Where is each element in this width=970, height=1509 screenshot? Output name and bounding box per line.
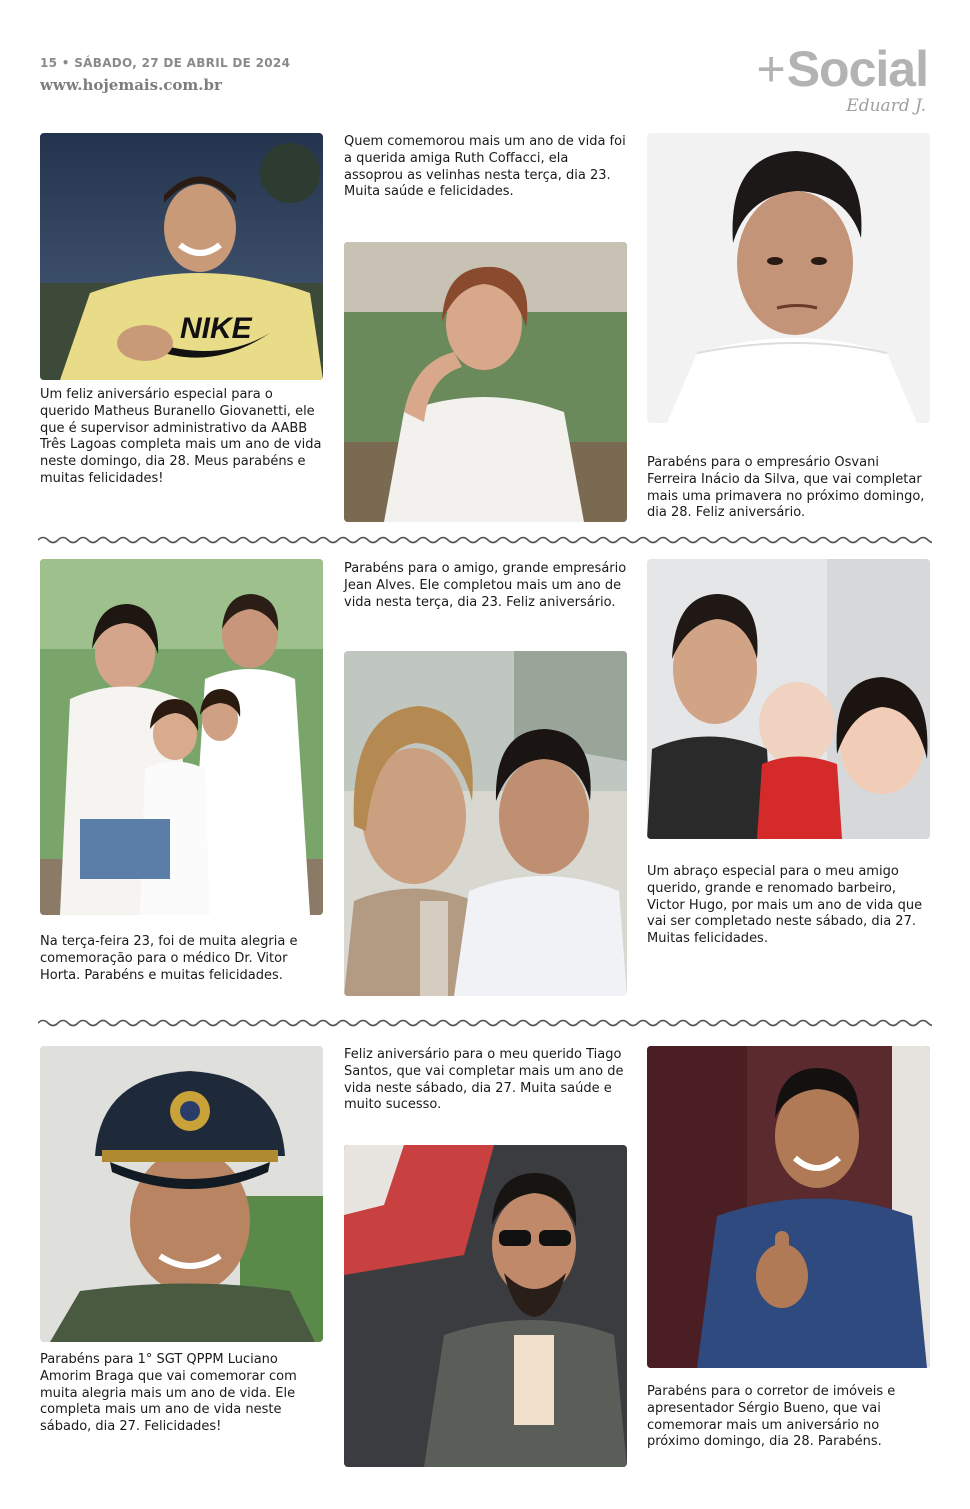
photo-matheus [40,133,323,380]
brand-plus: + [756,41,785,97]
wavy-divider [38,535,932,545]
photo-jean-alves [344,651,627,996]
photo-luciano [40,1046,323,1342]
caption-luciano: Parabéns para 1° SGT QPPM Luciano Amorim Braga que vai comemorar com muita alegria mais um ano de vida. Ele completa mais um ano de vida neste sábado, dia 27. Felicidades! [40,1352,297,1435]
photo-vitor-horta-family [40,559,323,915]
page-date: 15 • SÁBADO, 27 DE ABRIL DE 2024 [40,56,291,70]
caption-osvani: Parabéns para o empresário Osvani Ferreira Inácio da Silva, que vai completar mais uma primavera no próximo domingo, dia 28. Feliz aniversário. [647,455,925,521]
caption-victor-hugo: Um abraço especial para o meu amigo querido, grande e renomado barbeiro, Victor Hugo, por mais um ano de vida que vai ser completado neste sábado, dia 27. Muitas felicidades. [647,864,923,947]
photo-osvani [647,133,930,423]
caption-vitor-horta: Na terça-feira 23, foi de muita alegria e comemoração para o médico Dr. Vitor Horta. Parabéns e muitas felicidades. [40,934,298,983]
photo-sergio-bueno [647,1046,930,1368]
columnist-signature: Eduard J. [846,96,926,116]
photo-tiago-santos [344,1145,627,1467]
website-url[interactable]: www.hojemais.com.br [40,76,222,94]
caption-matheus: Um feliz aniversário especial para o querido Matheus Buranello Giovanetti, ele que é supervisor administrativo da AABB Três Lagoas completa mais um ano de vida neste domingo, dia 28. Meus parabéns e muitas felicidades! [40,387,322,486]
nike-logo-text: NIKE [180,312,252,345]
section-brand [757,40,929,98]
caption-tiago-santos: Feliz aniversário para o meu querido Tiago Santos, que vai completar mais um ano de vida neste sábado, dia 27. Muita saúde e muito sucesso. [344,1047,624,1113]
brand-name: Social [786,41,928,97]
caption-jean-alves: Parabéns para o amigo, grande empresário Jean Alves. Ele completou mais um ano de vida nesta terça, dia 23. Feliz aniversário. [344,561,627,610]
caption-ruth: Quem comemorou mais um ano de vida foi a querida amiga Ruth Coffacci, ela assoprou as velinhas nesta terça, dia 23. Muita saúde e felicidades. [344,134,626,200]
photo-victor-hugo [647,559,930,839]
caption-sergio-bueno: Parabéns para o corretor de imóveis e apresentador Sérgio Bueno, que vai comemorar mais um aniversário no próximo domingo, dia 28. Parabéns. [647,1384,896,1450]
wavy-divider [38,1018,932,1028]
photo-ruth [344,242,627,522]
